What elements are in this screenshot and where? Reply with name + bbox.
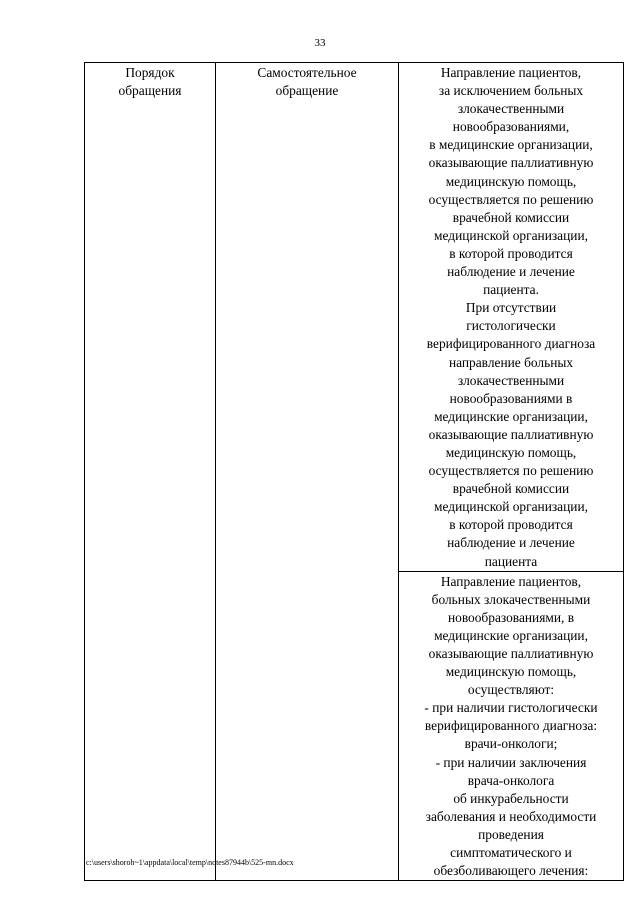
table-cell-self-referral <box>216 63 399 881</box>
text-line: злокачественными <box>457 372 565 388</box>
text-line: наблюдение и лечение <box>447 264 575 280</box>
text-line: медицинской организации, <box>434 227 588 243</box>
text-line: новообразованиями, <box>452 119 570 135</box>
text-line: медицинскую помощь, <box>445 444 577 460</box>
text-line: верифицированного диагноза: <box>424 718 598 734</box>
text-line: в которой проводится <box>449 245 573 261</box>
text-line: врачебной комиссии <box>452 481 570 497</box>
text-line: больных злокачественными <box>431 591 591 607</box>
procedure-label-text: Порядок обращения <box>118 65 182 99</box>
text-line: в которой проводится <box>449 517 573 533</box>
text-line: При отсутствии <box>465 300 557 316</box>
text-line: об инкурабельности <box>453 790 569 806</box>
text-line: наблюдение и лечение <box>447 535 575 551</box>
text-line: пациента. <box>483 282 539 298</box>
text-line: за исключением больных <box>438 83 584 99</box>
procedure-table <box>84 62 624 881</box>
text-line: оказывающие паллиативную <box>428 426 594 442</box>
text-line: новообразованиями, в <box>447 609 575 625</box>
text-line: верифицированного диагноза <box>426 336 596 352</box>
text-line: медицинские организации, <box>434 408 588 424</box>
text-line: Направление пациентов, <box>440 65 582 80</box>
text-line: оказывающие паллиативную <box>428 646 594 661</box>
table-row <box>85 63 624 572</box>
referral-rules-text <box>403 64 619 571</box>
text-line: оказывающие паллиативную <box>428 155 594 171</box>
page-number: 33 <box>314 37 326 49</box>
text-line: врачи-онкологи; <box>464 736 558 752</box>
text-line: новообразованиями в <box>449 390 573 406</box>
text-line: - при наличии заключения <box>435 754 587 770</box>
text-line: Направление пациентов, <box>440 573 582 589</box>
text-line: проведения <box>478 826 544 842</box>
self-referral-text: Самостоятельное обращение <box>257 65 357 99</box>
text-line: врача-онколога <box>467 772 555 788</box>
text-line: медицинские организации, <box>434 627 588 643</box>
oncology-referral-text <box>403 573 619 881</box>
table-cell-referral-rules <box>399 63 624 572</box>
text-line: - при наличии гистологически <box>424 700 598 716</box>
table-cell-procedure-label <box>85 63 216 881</box>
footer-file-path: c:\users\shoroh~1\appdata\local\temp\notes87944b\525-mn.docx <box>86 858 294 867</box>
text-line: осуществляется по решению <box>428 463 594 479</box>
table-cell-oncology-referral <box>399 571 624 881</box>
text-line: медицинской организации, <box>434 499 588 515</box>
text-line: заболевания и необходимости <box>425 808 597 824</box>
text-line: пациента <box>484 553 538 569</box>
text-line: обезболивающего лечения: <box>433 863 589 879</box>
text-line: симптоматического и <box>450 845 572 861</box>
text-line: злокачественными <box>457 101 565 117</box>
text-line: гистологически <box>466 318 556 334</box>
text-line: врачебной комиссии <box>452 209 570 225</box>
text-line: в медицинские организации, <box>429 137 593 153</box>
text-line: медицинскую помощь, <box>445 664 577 680</box>
text-line: осуществляют: <box>467 682 555 698</box>
text-line: направление больных <box>448 354 574 370</box>
text-line: медицинскую помощь, <box>445 173 577 189</box>
text-line: осуществляется по решению <box>428 191 594 207</box>
